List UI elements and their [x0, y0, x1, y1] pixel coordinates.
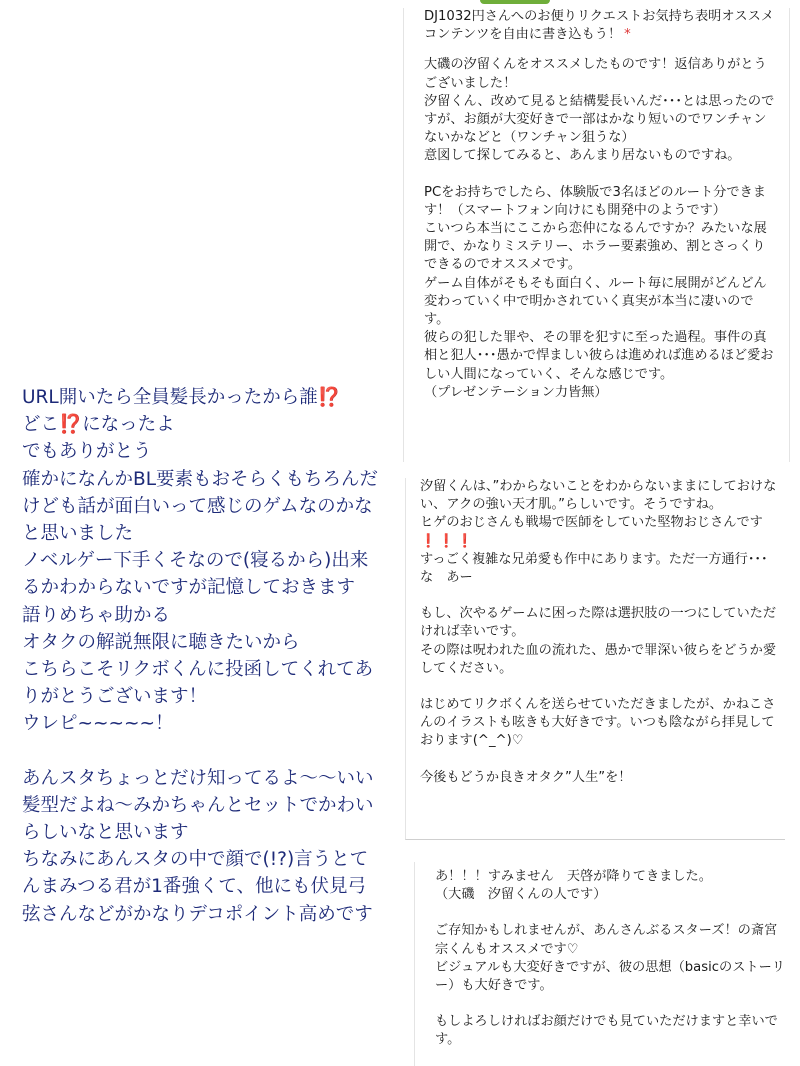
- reply-line-2-text-a: どこ: [22, 414, 60, 436]
- message-paragraph-5: はじめてリクボくんを送らせていただきましたが、かねこさんのイラストも呟きも大好きです。いつも陰ながら拝見しております(^_^)♡: [420, 697, 776, 749]
- form-heading: [424, 8, 775, 44]
- exclamation-icon: ❗❗❗: [420, 533, 476, 549]
- reply-body-2: あんスタちょっとだけ知ってるよ〜〜いい髪型だよね〜みかちゃんとセットでかわいらしいなと思います ちなみにあんスタの中で顔で(!?)言うとてんまみつる君が1番強くて、他にも伏見弓弦さんなどがかなりデコポイント高めです: [22, 767, 374, 925]
- form-heading-text: DJ1032円さんへのお便りリクエストお気持ち表明オススメコンテンツを自由に書き込もう！: [424, 9, 774, 43]
- interrobang-icon: ⁉️: [59, 414, 83, 436]
- message-text-3b: すっごく複雑な兄弟愛も作中にあります。ただ一方通行･･･な あー: [420, 551, 768, 586]
- followup-paragraph-3: もしよろしければお顔だけでも見ていただけますと幸いです。: [435, 1014, 778, 1048]
- request-card-followup: [414, 862, 800, 1066]
- request-card-continued: [405, 478, 785, 840]
- followup-paragraph-2: ご存知かもしれませんが、あんさんぶるスターズ！の斎宮宗くんもオススメです♡ ビジュアルも大変好きですが、彼の思想（basicのストーリー）も大好きです。: [435, 923, 785, 994]
- message-paragraph-2: PCをお持ちでしたら、体験版で3名ほどのルート分できます！（スマートフォン向けにも開発中のようです） こいつら本当にここから恋仲になるんですか？みたいな展開で、かなりミステリー、ホラー要素強め、割とさっくりできるのでオススメです。 ゲーム自体がそもそも面白く、ルート毎に展開がどんどん変わっていく中で明かされていく真実が本当に凄いのです。 彼らの犯した罪や、その罪を犯すに至った過程。事件の真相と犯人･･･愚かで悍ましい彼らは進めれば進めるほど愛おしい人間になっていく、そんな感じです。 （プレゼンテーション力皆無）: [424, 184, 774, 400]
- message-paragraph-1: 大磯の汐留くんをオススメしたものです！返信ありがとうございました！ 汐留くん、改めて見ると結構髪長いんだ･･･とは思ったのですが、お顔が大変好きで一部はかなり短いのでワンチャンないかなどと（ワンチャン狙うな） 意図して探してみると、あんまり居ないものですね。: [424, 57, 775, 164]
- required-mark: *: [624, 27, 631, 43]
- reply-text-block: [22, 384, 382, 928]
- message-paragraph-6: 今後もどうか良きオタク”人生”を！: [420, 769, 632, 785]
- message-text-3a: 汐留くんは、”わからないことをわからないままにしておけない、アクの強い天才肌。”らしいです。そうですね。 ヒゲのおじさんも戦場で医師をしていた堅物おじさんです: [420, 479, 777, 531]
- followup-paragraph-1: あ！！！すみません 天啓が降りてきました。 （大磯 汐留くんの人です）: [435, 869, 712, 903]
- top-accent-bar: [480, 0, 550, 4]
- reply-line-1: [22, 384, 382, 411]
- interrobang-icon: ⁉️: [317, 387, 341, 408]
- reply-line-1-text: URL開いたら全員髪長かったから誰: [22, 387, 318, 408]
- reply-line-2-text-b: になったよ: [82, 414, 175, 436]
- request-card-main: [403, 8, 790, 462]
- reply-body-1: でもありがとう 確かになんかBL要素もおそらくもちろんだけども話が面白いって感じのゲムなのかなと思いました ノベルゲー下手くそなので(寝るから)出来るかわからないですが記憶しておきます 語りめちゃ助かる オタクの解説無限に聴きたいから こちらこそリクボくんに投函してくれてありがとうございます！ ウレピ~~~~~！: [22, 441, 379, 735]
- reply-line-2: [22, 411, 382, 438]
- message-paragraph-4: もし、次やるゲームに困った際は選択肢の一つにしていただければ幸いです。 その際は呪われた血の流れた、愚かで罪深い彼らをどうか愛してください。: [420, 606, 777, 676]
- message-paragraph-3: [420, 478, 777, 587]
- reply-spacer: [22, 738, 382, 765]
